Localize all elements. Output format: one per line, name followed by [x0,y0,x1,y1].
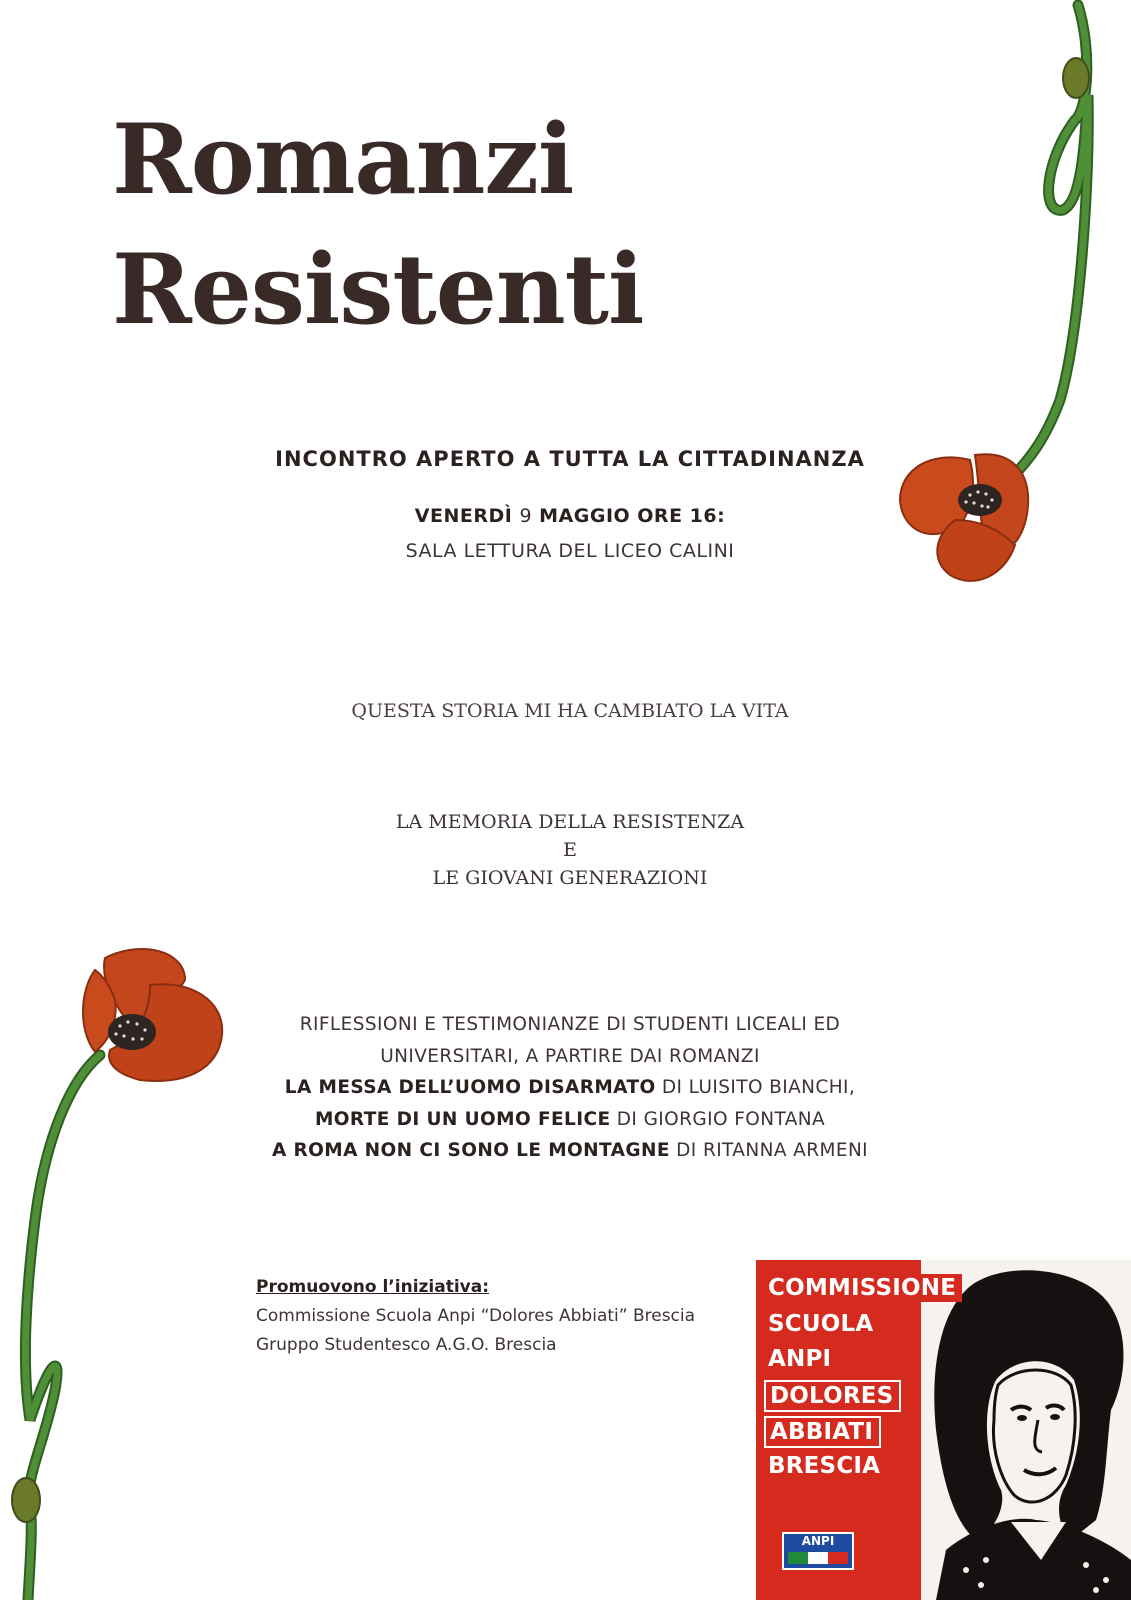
poppy-center [108,1014,156,1050]
memory-block [230,808,910,892]
book-line-1 [230,1072,910,1104]
date-part1: VENERDÌ [414,505,520,527]
italian-flag-icon [788,1552,848,1564]
logo-line-dolores: DOLORES [764,1380,901,1412]
reflections-line2: UNIVERSITARI, A PARTIRE DAI ROMANZI [380,1045,760,1067]
logo-line-brescia: BRESCIA [768,1453,881,1479]
story-line: QUESTA STORIA MI HA CAMBIATO LA VITA [351,700,789,722]
anpi-badge-text: ANPI [801,1534,835,1548]
event-venue: SALA LETTURA DEL LICEO CALINI [405,540,735,562]
memory-line1: LA MEMORIA DELLA RESISTENZA [395,811,745,833]
book3-author: DI RITANNA ARMENI [669,1140,869,1161]
date-part2: 9 [519,505,533,527]
poppy-top-right [880,0,1131,600]
poppy-center [958,484,1002,516]
poppy-bud [12,1478,40,1522]
reflections-line1: RIFLESSIONI E TESTIMONIANZE DI STUDENTI LICEALI ED [299,1014,841,1035]
invite-part2: TUTTA LA CITTADINANZA [549,447,865,471]
event-date [230,505,910,527]
logo-line-commissione: COMMISSIONE [768,1274,962,1302]
memory-line3: LE GIOVANI GENERAZIONI [432,867,708,889]
poster-title-line2: Resistenti [112,233,644,346]
poppy-bud [1063,58,1089,98]
book-line-2 [230,1104,910,1136]
invite-part1: INCONTRO APERTO A [275,447,550,471]
book1-title: LA MESSA DELL’UOMO DISARMATO [284,1077,656,1098]
reflections-block [230,1009,910,1167]
promoters-heading: Promuovono l’iniziativa: [256,1277,490,1297]
book3-title: A ROMA NON CI SONO LE MONTAGNE [271,1140,670,1161]
poppy-bottom-left [0,940,240,1600]
promoter-line2: Gruppo Studentesco A.G.O. Brescia [256,1335,557,1355]
anpi-badge [782,1532,854,1570]
promoter-line1: Commissione Scuola Anpi “Dolores Abbiati” Brescia [256,1306,696,1326]
logo-line-anpi: ANPI [768,1346,832,1372]
portrait-woodcut-icon [906,1260,1131,1600]
book-line-3 [230,1135,910,1167]
book2-title: MORTE DI UN UOMO FELICE [314,1108,611,1130]
anpi-logo [756,1260,1131,1600]
book2-author: DI GIORGIO FONTANA [610,1108,826,1130]
invite-line [230,447,910,471]
poster-title-line1: Romanzi [112,103,574,216]
logo-line-abbiati: ABBIATI [764,1416,881,1448]
logo-line-scuola: SCUOLA [768,1311,874,1337]
book1-author: DI LUISITO BIANCHI, [655,1077,856,1098]
memory-line2: E [563,839,577,861]
promoters-block [256,1273,736,1360]
date-part3: MAGGIO ORE 16: [532,505,726,527]
